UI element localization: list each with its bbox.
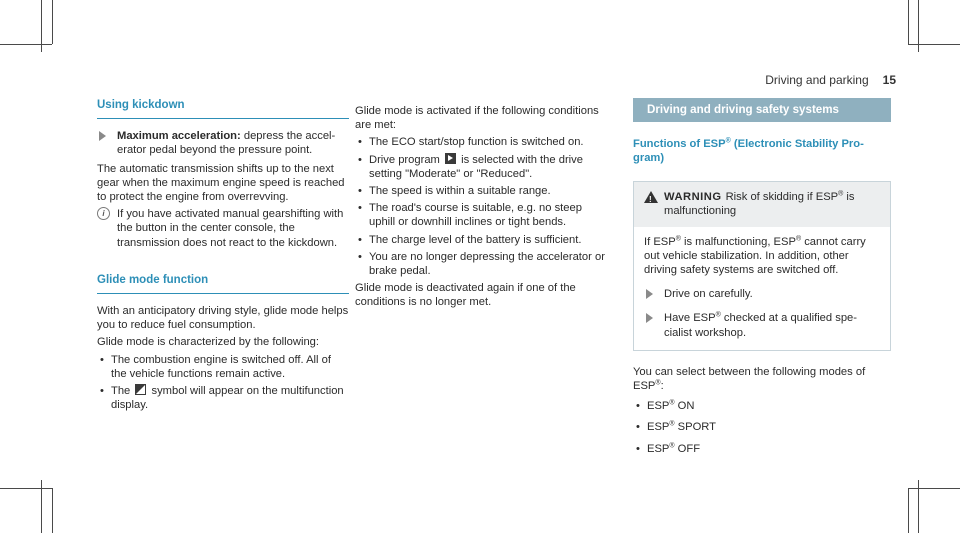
crop-mark <box>41 0 42 52</box>
step-text: depress the accelerator pedal beyond the pressure point. <box>117 130 336 157</box>
list-item-text: Drive program <box>369 153 443 166</box>
column-right <box>633 98 891 463</box>
crop-mark <box>918 0 919 52</box>
section-title-glide-mode: Glide mode function <box>97 273 349 294</box>
list-item-text: is selected with the drive setting "Moderate" or "Reduced". <box>369 153 583 180</box>
list-item: • The road's course is suitable, e.g. no steep uphill or downhill inclines or tight bends. <box>355 201 607 229</box>
column-left <box>97 98 349 415</box>
registered-mark: ® <box>725 137 731 145</box>
bullet-list <box>355 135 607 278</box>
note-text: If you have activated manual gearshifting with the button in the center console, the transmission does not react to the kickdown. <box>117 208 344 249</box>
crop-mark <box>0 488 52 489</box>
paragraph: Glide mode is characterized by the following: <box>97 336 319 349</box>
warning-box <box>633 181 891 351</box>
list-item-text: The <box>111 385 134 398</box>
list-item: • The ECO start/stop function is switched on. <box>355 135 607 149</box>
esp-mode-list <box>633 399 891 456</box>
chapter-banner: Driving and driving safety systems <box>633 98 891 122</box>
list-item <box>97 384 349 412</box>
step-arrow-icon <box>99 131 106 141</box>
bullet-list <box>97 353 349 413</box>
page-header <box>765 73 896 87</box>
crop-mark <box>52 0 53 44</box>
crop-mark <box>918 480 919 533</box>
paragraph: You can select between the following modes of ESP®: <box>633 365 866 393</box>
step-text: Drive on carefully. <box>664 288 753 301</box>
list-item: • You are no longer depressing the accelerator or brake pedal. <box>355 250 607 278</box>
section-title-esp <box>633 137 891 165</box>
column-middle <box>355 104 607 313</box>
list-item-text: symbol will appear on the multifunction display. <box>111 385 344 412</box>
warning-text: Risk of skidding if ESP <box>725 191 839 204</box>
list-item <box>355 153 607 181</box>
crop-mark <box>908 0 909 44</box>
crop-mark <box>52 488 53 533</box>
warning-triangle-icon <box>644 191 658 203</box>
list-item: • The charge level of the battery is sufficient. <box>355 233 607 247</box>
warning-paragraph: If ESP® is malfunctioning, ESP® cannot carry out vehicle stabilization. In addition, other driving safety systems are switched off. <box>644 234 866 277</box>
paragraph: Glide mode is activated if the following conditions are met: <box>355 105 599 132</box>
info-icon: i <box>97 207 110 220</box>
step-arrow-icon <box>646 289 653 299</box>
info-note <box>97 207 349 250</box>
step-bold: Maximum acceleration: <box>117 130 241 143</box>
esp-mode-item: • ESP® SPORT <box>633 420 891 434</box>
step-max-acceleration <box>97 129 349 157</box>
title-text: (Electronic Stability Program) <box>633 138 864 165</box>
warning-label: WARNING <box>664 191 722 204</box>
page-number: 15 <box>882 73 896 87</box>
warning-body <box>634 227 890 350</box>
crop-mark <box>908 488 960 489</box>
list-item: • The combustion engine is switched off. All of the vehicle functions remain active. <box>97 353 349 381</box>
step-arrow-icon <box>646 313 653 323</box>
list-item: • The speed is within a suitable range. <box>355 184 607 198</box>
glide-mode-icon <box>135 384 146 395</box>
section-title-kickdown: Using kickdown <box>97 98 349 119</box>
paragraph: Glide mode is deactivated again if one of the conditions is no longer met. <box>355 282 576 309</box>
crop-mark <box>0 44 52 45</box>
paragraph: With an anticipatory driving style, glide mode helps you to reduce fuel consumption. <box>97 305 349 332</box>
esp-mode-item: • ESP® ON <box>633 399 891 413</box>
crop-mark <box>41 480 42 533</box>
title-text: Functions of ESP <box>633 138 726 151</box>
warning-text: is malfunctioning <box>664 191 855 218</box>
esp-mode-item: • ESP® OFF <box>633 442 891 456</box>
header-section: Driving and parking <box>765 73 869 87</box>
paragraph: The automatic transmission shifts up to the next gear when the maximum engine speed is reached to protect the engine from overrevving. <box>97 162 345 204</box>
registered-mark: ® <box>838 190 844 198</box>
step-have-esp-checked: Have ESP® checked at a qualified specialist workshop. <box>644 311 880 339</box>
warning-header <box>634 182 890 226</box>
crop-mark <box>908 488 909 533</box>
crop-mark <box>908 44 960 45</box>
step-drive-carefully <box>644 287 880 301</box>
drive-program-icon <box>445 153 456 164</box>
